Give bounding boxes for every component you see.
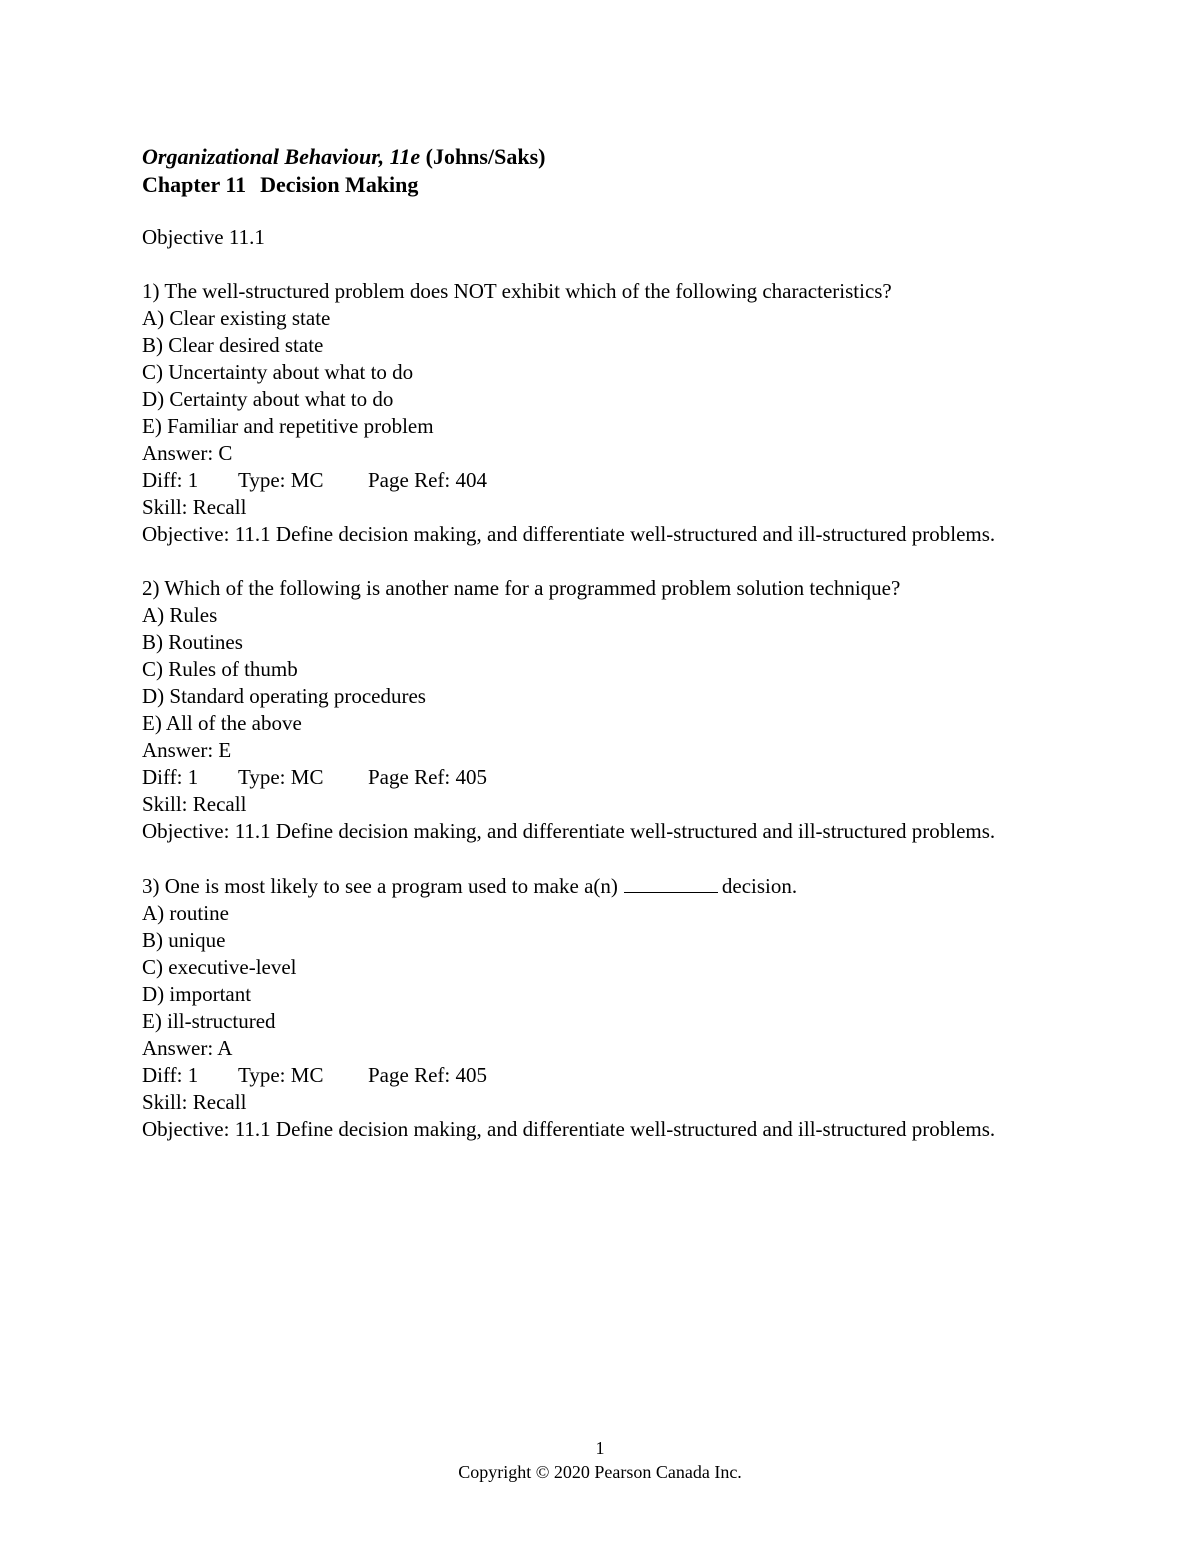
answer: Answer: A <box>142 1036 233 1060</box>
question-meta <box>142 467 1042 494</box>
objective-text: Objective: 11.1 Define decision making, and differentiate well-structured and ill-structured problems. <box>142 522 996 546</box>
question-stem <box>142 872 1042 900</box>
option-e: E) ill-structured <box>142 1009 276 1033</box>
question-type: Type: MC <box>238 1063 324 1087</box>
question-meta <box>142 764 1042 791</box>
authors: (Johns/Saks) <box>425 144 546 169</box>
option-b: B) Routines <box>142 630 243 654</box>
option-c: C) Uncertainty about what to do <box>142 360 414 384</box>
skill: Skill: Recall <box>142 1090 247 1114</box>
option-a: A) Rules <box>142 603 218 627</box>
page-number: 1 <box>595 1438 605 1458</box>
option-c: C) executive-level <box>142 955 297 979</box>
question-stem: 1) The well-structured problem does NOT exhibit which of the following characteristics? <box>142 279 892 303</box>
answer: Answer: C <box>142 441 233 465</box>
chapter-number: Chapter 11 <box>142 172 247 197</box>
objective-text: Objective: 11.1 Define decision making, and differentiate well-structured and ill-structured problems. <box>142 1117 996 1141</box>
objective-text: Objective: 11.1 Define decision making, and differentiate well-structured and ill-structured problems. <box>142 819 996 843</box>
book-title: Organizational Behaviour, 11e <box>142 144 421 169</box>
question-2 <box>142 575 1042 845</box>
question-type: Type: MC <box>238 765 324 789</box>
question-1 <box>142 278 1042 548</box>
difficulty: Diff: 1 <box>142 468 199 492</box>
page-ref: Page Ref: 404 <box>368 468 487 492</box>
option-d: D) Certainty about what to do <box>142 387 394 411</box>
question-stem: 2) Which of the following is another name for a programmed problem solution technique? <box>142 576 901 600</box>
option-e: E) Familiar and repetitive problem <box>142 414 434 438</box>
fill-in-blank <box>624 872 718 893</box>
question-meta <box>142 1062 1042 1089</box>
answer: Answer: E <box>142 738 232 762</box>
option-e: E) All of the above <box>142 711 302 735</box>
question-3 <box>142 872 1042 1143</box>
difficulty: Diff: 1 <box>142 765 199 789</box>
skill: Skill: Recall <box>142 495 247 519</box>
option-b: B) Clear desired state <box>142 333 324 357</box>
option-c: C) Rules of thumb <box>142 657 298 681</box>
chapter-title: Decision Making <box>260 172 419 197</box>
question-type: Type: MC <box>238 468 324 492</box>
chapter-heading <box>142 171 1042 199</box>
skill: Skill: Recall <box>142 792 247 816</box>
document-page <box>142 143 1042 1143</box>
stem-before-blank: 3) One is most likely to see a program used to make a(n) <box>142 874 618 898</box>
option-d: D) important <box>142 982 252 1006</box>
page-ref: Page Ref: 405 <box>368 765 487 789</box>
objective-heading: Objective 11.1 <box>142 225 265 249</box>
option-d: D) Standard operating procedures <box>142 684 426 708</box>
page-ref: Page Ref: 405 <box>368 1063 487 1087</box>
option-a: A) Clear existing state <box>142 306 331 330</box>
stem-after-blank: decision. <box>721 874 798 898</box>
book-title-line <box>142 143 1042 171</box>
option-a: A) routine <box>142 901 229 925</box>
difficulty: Diff: 1 <box>142 1063 199 1087</box>
copyright-notice: Copyright © 2020 Pearson Canada Inc. <box>458 1462 742 1482</box>
option-b: B) unique <box>142 928 226 952</box>
